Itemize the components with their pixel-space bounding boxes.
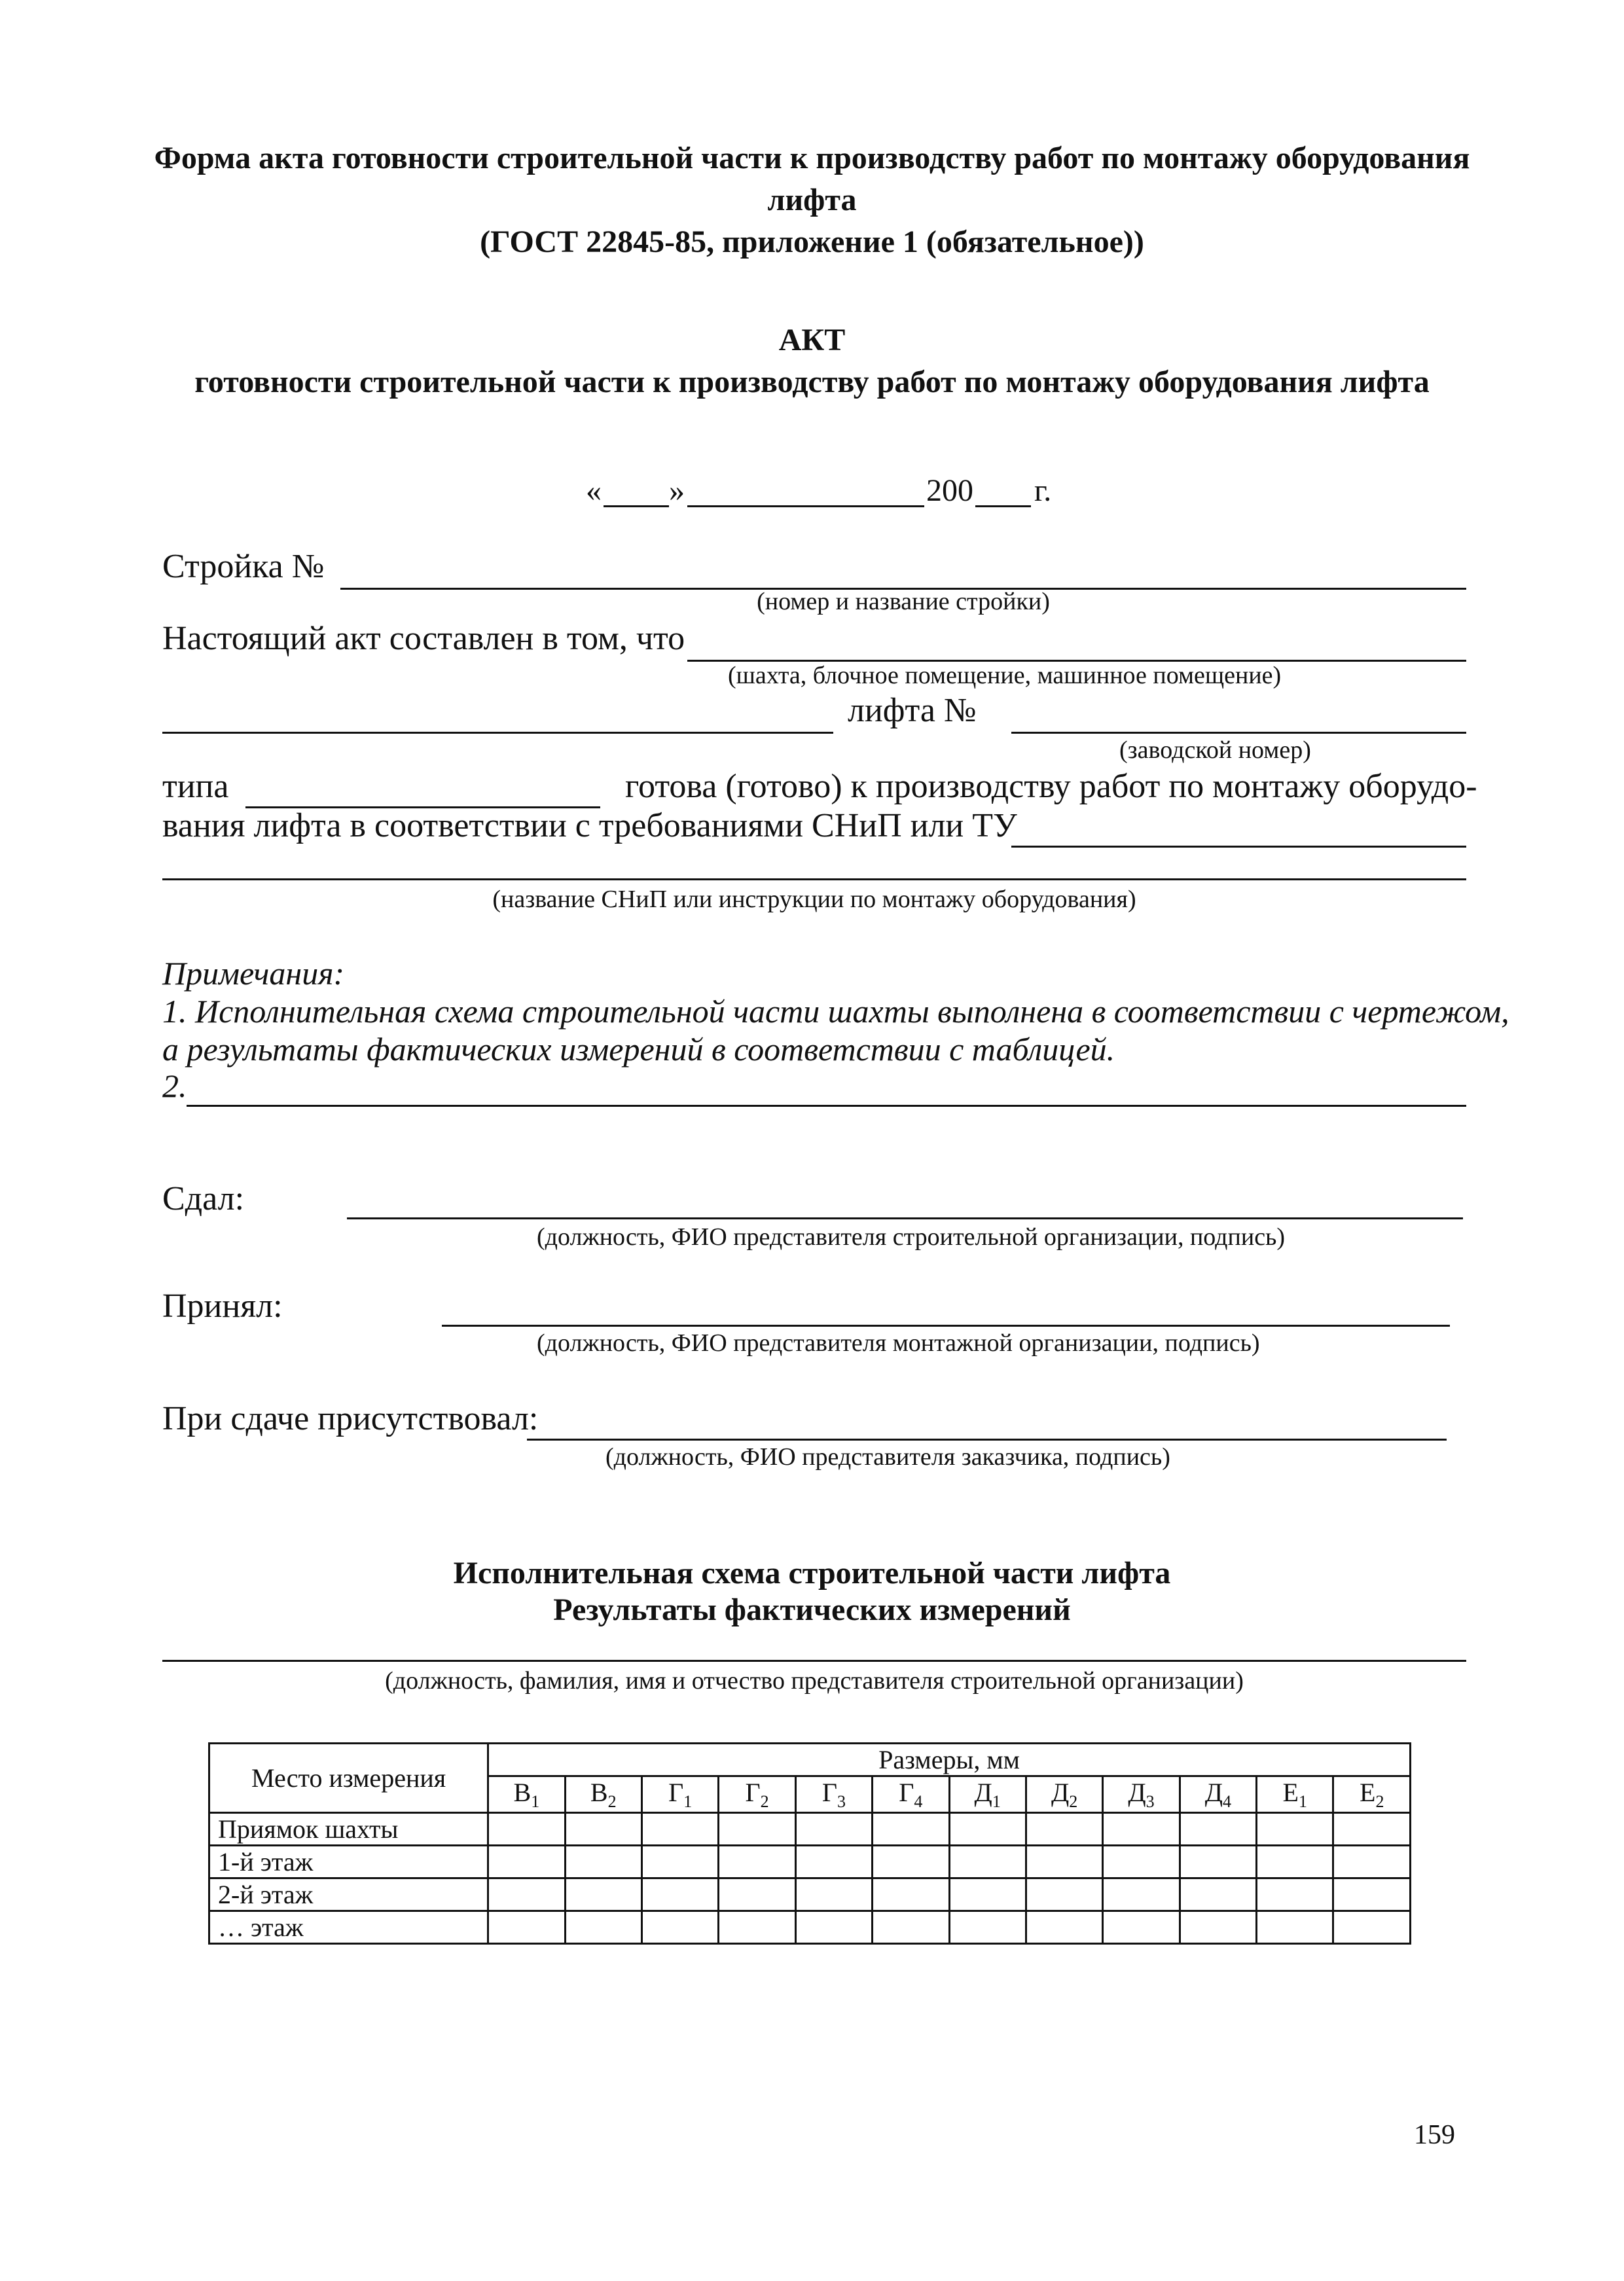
note-item1-line1: 1. Исполнительная схема строительной части шахты выполнена в соответствии с чертежом,	[162, 993, 1509, 1030]
table-cell[interactable]	[1103, 1878, 1180, 1911]
table-cell[interactable]	[565, 1911, 641, 1944]
table-cell[interactable]	[488, 1813, 565, 1846]
accepted-label: Принял:	[162, 1287, 283, 1325]
table-cell[interactable]	[1257, 1846, 1333, 1878]
table-cell[interactable]	[1180, 1813, 1256, 1846]
scheme-hint: (должность, фамилия, имя и отчество представителя строительной организации)	[385, 1667, 1244, 1695]
column-header: $В_2$	[565, 1776, 641, 1813]
row-label: … этаж	[209, 1911, 488, 1944]
date-month-line[interactable]	[687, 505, 924, 507]
act-subheading: готовности строительной части к производству работ по монтажу оборудования лифта	[194, 365, 1430, 399]
row-label: Приямок шахты	[209, 1813, 488, 1846]
table-cell[interactable]	[719, 1846, 795, 1878]
sizes-header: Размеры, мм	[488, 1744, 1411, 1776]
column-header: $Г_2$	[719, 1776, 795, 1813]
act-heading: АКТ	[778, 323, 846, 357]
table-cell[interactable]	[795, 1813, 872, 1846]
site-label: Стройка №	[162, 548, 325, 585]
row-label: 2-й этаж	[209, 1878, 488, 1911]
table-cell[interactable]	[719, 1911, 795, 1944]
column-header: $Г_1$	[641, 1776, 718, 1813]
table-cell[interactable]	[1333, 1911, 1411, 1944]
table-row	[209, 1878, 1411, 1911]
date-close-quote: »	[669, 473, 685, 508]
site-hint: (номер и название стройки)	[757, 588, 1050, 615]
act-label: Настоящий акт составлен в том, что	[162, 620, 685, 657]
lift-hint: (заводской номер)	[1119, 736, 1311, 764]
snip-hint: (название СНиП или инструкции по монтажу оборудования)	[492, 886, 1136, 913]
table-cell[interactable]	[1257, 1878, 1333, 1911]
scheme-field[interactable]	[162, 1660, 1466, 1662]
table-cell[interactable]	[1333, 1878, 1411, 1911]
table-cell[interactable]	[1103, 1846, 1180, 1878]
type-text2: вания лифта в соответствии с требованиями СНиП или ТУ	[162, 807, 1017, 844]
table-row	[209, 1911, 1411, 1944]
type-label: типа	[162, 768, 229, 805]
note-item1-line2: а результаты фактических измерений в соответствии с таблицей.	[162, 1031, 1115, 1068]
lift-label: лифта №	[848, 692, 977, 729]
column-header: $Е_1$	[1257, 1776, 1333, 1813]
date-line	[0, 473, 1624, 518]
handed-label: Сдал:	[162, 1180, 245, 1217]
column-header: $Е_2$	[1333, 1776, 1411, 1813]
table-cell[interactable]	[565, 1846, 641, 1878]
table-cell[interactable]	[1026, 1846, 1102, 1878]
date-year-line[interactable]	[975, 505, 1031, 507]
table-cell[interactable]	[1026, 1911, 1102, 1944]
table-cell[interactable]	[1333, 1813, 1411, 1846]
table-row	[209, 1846, 1411, 1878]
table-cell[interactable]	[641, 1846, 718, 1878]
present-field[interactable]	[527, 1439, 1447, 1441]
table-cell[interactable]	[1257, 1813, 1333, 1846]
date-year: 200	[926, 473, 973, 508]
accepted-hint: (должность, ФИО представителя монтажной организации, подпись)	[537, 1329, 1260, 1357]
table-cell[interactable]	[949, 1846, 1026, 1878]
column-header: $В_1$	[488, 1776, 565, 1813]
note-item2: 2.	[162, 1068, 187, 1104]
column-header: $Г_3$	[795, 1776, 872, 1813]
form-title-line2: (ГОСТ 22845-85, приложение 1 (обязательное))	[480, 225, 1144, 259]
column-header: $Д_1$	[949, 1776, 1026, 1813]
table-cell[interactable]	[565, 1813, 641, 1846]
table-cell[interactable]	[641, 1911, 718, 1944]
table-cell[interactable]	[1180, 1846, 1256, 1878]
table-cell[interactable]	[1180, 1878, 1256, 1911]
act-hint: (шахта, блочное помещение, машинное помещение)	[728, 662, 1282, 689]
table-cell[interactable]	[873, 1911, 949, 1944]
present-label: При сдаче присутствовал:	[162, 1400, 539, 1437]
table-cell[interactable]	[719, 1878, 795, 1911]
object-field[interactable]	[162, 732, 833, 734]
table-cell[interactable]	[1180, 1911, 1256, 1944]
measurements-table	[208, 1742, 1411, 1945]
accepted-field[interactable]	[442, 1325, 1450, 1327]
column-header: $Г_4$	[873, 1776, 949, 1813]
date-suffix: г.	[1034, 473, 1052, 508]
table-cell[interactable]	[795, 1878, 872, 1911]
lift-number-field[interactable]	[1011, 732, 1466, 734]
table-cell[interactable]	[488, 1911, 565, 1944]
table-cell[interactable]	[719, 1813, 795, 1846]
table-row	[209, 1813, 1411, 1846]
table-cell[interactable]	[641, 1813, 718, 1846]
table-cell[interactable]	[1257, 1911, 1333, 1944]
table-cell[interactable]	[949, 1878, 1026, 1911]
type-text: готова (готово) к производству работ по монтажу оборудо-	[625, 768, 1477, 805]
date-day-line[interactable]	[604, 505, 669, 507]
table-cell[interactable]	[1103, 1813, 1180, 1846]
table-cell[interactable]	[949, 1911, 1026, 1944]
table-cell[interactable]	[488, 1846, 565, 1878]
table-cell[interactable]	[795, 1911, 872, 1944]
notes-heading: Примечания:	[162, 955, 345, 992]
row-label: 1-й этаж	[209, 1846, 488, 1878]
date-open-quote: «	[586, 473, 602, 508]
place-header: Место измерения	[209, 1744, 488, 1813]
table-cell[interactable]	[641, 1878, 718, 1911]
page-number: 159	[1414, 2120, 1455, 2150]
column-header: $Д_4$	[1180, 1776, 1256, 1813]
snip-field[interactable]	[162, 878, 1466, 880]
table-cell[interactable]	[949, 1813, 1026, 1846]
scheme-title-line2: Результаты фактических измерений	[553, 1592, 1071, 1627]
table-cell[interactable]	[795, 1846, 872, 1878]
table-cell[interactable]	[873, 1878, 949, 1911]
table-cell[interactable]	[873, 1846, 949, 1878]
handed-hint: (должность, ФИО представителя строительной организации, подпись)	[537, 1223, 1286, 1251]
table-cell[interactable]	[1026, 1813, 1102, 1846]
handed-field[interactable]	[347, 1217, 1463, 1219]
table-cell[interactable]	[1103, 1911, 1180, 1944]
column-header: $Д_2$	[1026, 1776, 1102, 1813]
tu-field[interactable]	[1011, 846, 1466, 848]
present-hint: (должность, ФИО представителя заказчика, подпись)	[605, 1443, 1170, 1471]
note2-field[interactable]	[187, 1105, 1466, 1107]
column-header: $Д_3$	[1103, 1776, 1180, 1813]
table-cell[interactable]	[1333, 1846, 1411, 1878]
table-cell[interactable]	[873, 1813, 949, 1846]
table-cell[interactable]	[565, 1878, 641, 1911]
table-cell[interactable]	[488, 1878, 565, 1911]
scheme-title-line1: Исполнительная схема строительной части лифта	[453, 1556, 1171, 1590]
form-title-line1: Форма акта готовности строительной части к производству работ по монтажу оборудования лифта	[154, 141, 1470, 217]
table-cell[interactable]	[1026, 1878, 1102, 1911]
